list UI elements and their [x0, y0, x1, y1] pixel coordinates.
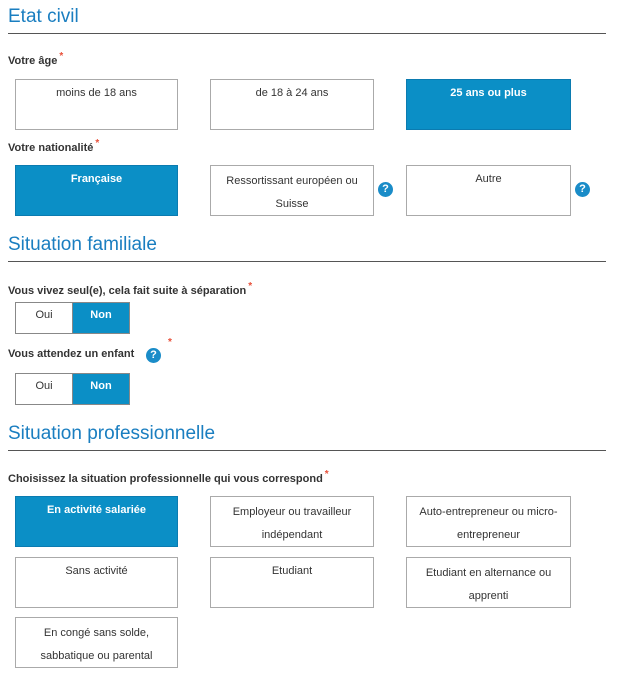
- enfant-label: [8, 348, 134, 360]
- separation-non-button[interactable]: Non: [73, 303, 129, 333]
- nationalite-option-europeen[interactable]: Ressortissant européen ou Suisse: [210, 165, 374, 216]
- required-marker: *: [248, 281, 253, 292]
- nationalite-option-francaise[interactable]: Française: [15, 165, 178, 216]
- pro-option-etudiant[interactable]: Etudiant: [210, 557, 374, 608]
- separation-oui-button[interactable]: Oui: [16, 303, 73, 333]
- required-marker: *: [95, 138, 100, 149]
- age-option-under-18[interactable]: moins de 18 ans: [15, 79, 178, 130]
- pro-option-conge[interactable]: En congé sans solde, sabbatique ou parental: [15, 617, 178, 668]
- age-label: [8, 51, 64, 67]
- nationalite-label: [8, 138, 100, 154]
- situation-pro-label-text: Choisissez la situation professionnelle qui vous correspond: [8, 473, 323, 485]
- enfant-toggle: [15, 373, 130, 405]
- nationalite-label-text: Votre nationalité: [8, 142, 94, 154]
- separation-toggle: [15, 302, 130, 334]
- help-icon-autre[interactable]: ?: [575, 182, 590, 197]
- help-icon-europeen[interactable]: ?: [378, 182, 393, 197]
- nationalite-option-autre[interactable]: Autre: [406, 165, 571, 216]
- pro-option-independant[interactable]: Employeur ou travailleur indépendant: [210, 496, 374, 547]
- required-marker: *: [59, 51, 64, 62]
- enfant-oui-button[interactable]: Oui: [16, 374, 73, 404]
- pro-option-salariee[interactable]: En activité salariée: [15, 496, 178, 547]
- pro-option-auto-entrepreneur[interactable]: Auto-entrepreneur ou micro-entrepreneur: [406, 496, 571, 547]
- help-icon-enfant[interactable]: ?: [146, 348, 161, 363]
- required-marker: *: [324, 469, 329, 480]
- required-marker: *: [168, 337, 172, 348]
- separation-label-text: Vous vivez seul(e), cela fait suite à séparation: [8, 285, 247, 297]
- age-option-25-plus[interactable]: 25 ans ou plus: [406, 79, 571, 130]
- section-title-etat-civil: Etat civil: [8, 6, 606, 34]
- situation-pro-label: [8, 469, 329, 485]
- enfant-required: [166, 337, 172, 353]
- age-option-18-24[interactable]: de 18 à 24 ans: [210, 79, 374, 130]
- pro-option-alternance[interactable]: Etudiant en alternance ou apprenti: [406, 557, 571, 608]
- section-title-situation-familiale: Situation familiale: [8, 234, 606, 262]
- separation-label: [8, 281, 253, 297]
- enfant-label-text: Vous attendez un enfant: [8, 348, 135, 360]
- enfant-non-button[interactable]: Non: [73, 374, 129, 404]
- age-label-text: Votre âge: [8, 55, 58, 67]
- pro-option-sans-activite[interactable]: Sans activité: [15, 557, 178, 608]
- section-title-situation-professionnelle: Situation professionnelle: [8, 423, 606, 451]
